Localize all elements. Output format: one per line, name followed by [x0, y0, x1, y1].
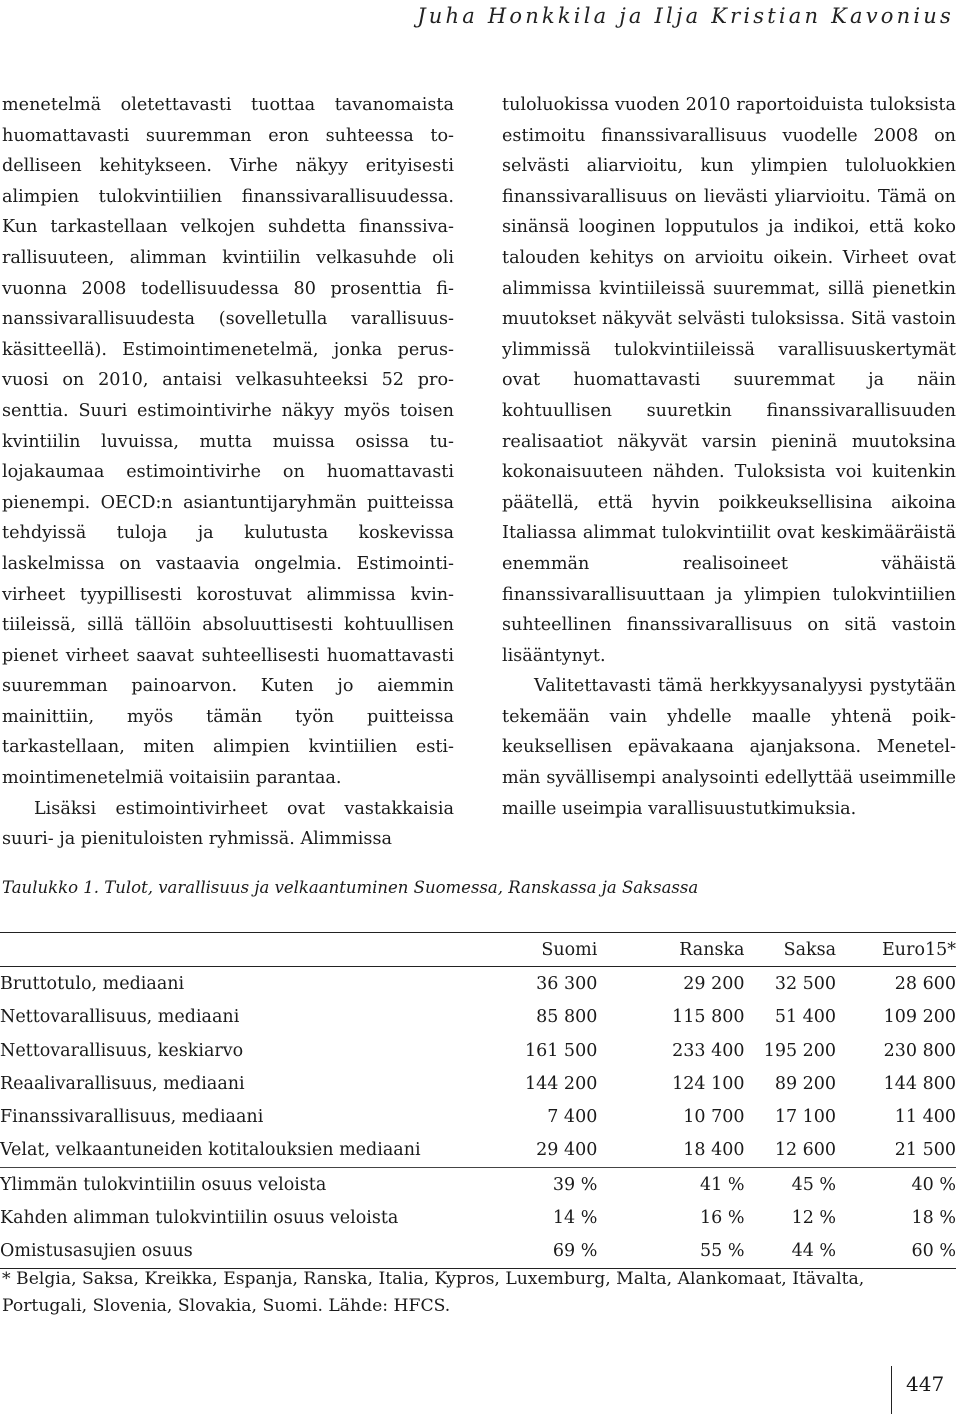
table-row [0, 1034, 956, 1067]
footnote-line-2: Portugali, Slovenia, Slovakia, Suomi. Lähde: HFCS. [2, 1296, 451, 1316]
page-number: 447 [906, 1372, 945, 1396]
row-value: 12 600 [774, 1140, 837, 1161]
row-value: 124 100 [672, 1073, 745, 1094]
data-table [0, 932, 956, 1269]
table-caption: Taulukko 1. Tulot, varallisuus ja velkaantuminen Suomessa, Ranskassa ja Saksassa [2, 878, 699, 897]
row-value: 144 200 [524, 1073, 598, 1094]
row-label: Kahden alimman tulokvintiilin osuus veloista [0, 1208, 399, 1229]
row-label: Velat, velkaantuneiden kotitalouksien mediaani [0, 1140, 421, 1161]
column-header-ranska: Ranska [679, 939, 745, 960]
table-row [0, 1168, 956, 1202]
right-text-column [502, 90, 956, 824]
row-value: 14 % [552, 1208, 598, 1229]
row-value: 89 200 [774, 1073, 837, 1094]
table-row [0, 1100, 956, 1133]
row-value: 45 % [791, 1174, 837, 1195]
row-value: 16 % [700, 1208, 745, 1229]
row-label: Bruttotulo, mediaani [0, 973, 185, 994]
row-value: 32 500 [774, 973, 837, 994]
row-label: Ylimmän tulokvintiilin osuus veloista [0, 1174, 327, 1195]
column-header-saksa: Saksa [783, 939, 837, 960]
column-header-euro15: Euro15* [882, 939, 956, 960]
running-header-authors: Juha Honkkila ja Ilja Kristian Kavonius [417, 4, 954, 28]
table-header-empty [0, 933, 469, 967]
row-value: 7 400 [547, 1107, 598, 1128]
row-value: 41 % [700, 1174, 745, 1195]
row-value: 11 400 [894, 1107, 956, 1128]
left-paragraph-1: menetelmä oletettavasti tuottaa tavanomaista huomattavasti suuremman eron suhteessa todelliseen kehitykseen. Virhe näkyy erityisesti alimpien tulokvintiilien finanssivarallisuudessa. Kun tarkastellaan velkojen suhdetta finanssivarallisuuteen, alimman kvintiilin velkasuhde oli vuonna 2008 todellisuudessa 80 prosenttia finanssivarallisuudesta (sovelletulla varallisuuskäsitteellä). Estimointimenetelmä, jonka perusvuosi on 2010, antaisi velkasuhteeksi 52 prosenttia. Suuri estimointivirhe näkyy myös toisen kvintiilin luvuissa, mutta muissa osissa tulojakaumaa estimointivirhe on huomattavasti pienempi. OECD:n asiantuntijaryhmän puitteissa tehdyissä tuloja ja kulutusta koskevissa laskelmissa on vastaavia ongelmia. Estimointivirheet tyypillisesti korostuvat alimmissa kvintiileissä, sillä tällöin absoluuttisesti kohtuullisen pienet virheet saavat suhteellisesti huomattavasti suuremman painoarvon. Kuten jo aiemmin mainittiin, myös tämän työn puitteissa tarkastellaan, miten alimpien kvintiilien estimointimenetelmiä voitaisiin parantaa. [2, 95, 454, 789]
row-value: 36 300 [536, 973, 598, 994]
row-label: Omistusasujien osuus [0, 1241, 193, 1262]
column-header-suomi: Suomi [541, 939, 598, 960]
table-row [0, 1067, 956, 1100]
table-body [0, 967, 956, 1269]
row-value: 195 200 [763, 1040, 837, 1061]
row-value: 18 400 [683, 1140, 745, 1161]
row-value: 10 700 [683, 1107, 745, 1128]
row-value: 29 400 [536, 1140, 598, 1161]
row-label: Reaalivarallisuus, mediaani [0, 1073, 245, 1094]
row-value: 18 % [911, 1208, 956, 1229]
row-value: 39 % [552, 1174, 598, 1195]
row-value: 44 % [791, 1241, 837, 1262]
row-value: 60 % [911, 1241, 956, 1262]
left-text-column [2, 90, 454, 855]
row-label: Finanssivarallisuus, mediaani [0, 1107, 264, 1128]
row-value: 69 % [552, 1241, 598, 1262]
row-value: 230 800 [883, 1040, 956, 1061]
row-value: 51 400 [774, 1007, 837, 1028]
row-value: 12 % [791, 1208, 837, 1229]
table-header-row [0, 933, 956, 967]
footnote-line-1: * Belgia, Saksa, Kreikka, Espanja, Ranska, Italia, Kypros, Luxemburg, Malta, Alankomaat, Itävalta, [2, 1269, 865, 1289]
table-row [0, 1001, 956, 1034]
row-value: 144 800 [883, 1073, 956, 1094]
right-paragraph-1: tuloluokissa vuoden 2010 raportoiduista tuloksista estimoitu finanssivarallisuus vuodelle 2008 on selvästi aliarvioitu, kun ylimpien tuloluokkien finanssivarallisuus on lievästi yliarvioitu. Tämä on sinänsä looginen lopputulos ja indikoi, että koko talouden kehitys on arvioitu oikein. Virheet ovat alimmissa kvintiileissä suuremmat, sillä pienetkin muutokset näkyvät selvästi tuloksissa. Sitä vastoin ylimmissä tulokvintiileissä varallisuuskertymät ovat huomattavasti suuremmat ja näin kohtuullisen suuretkin finanssivarallisuuden realisaatiot näkyvät varsin pieninä muutoksina kokonaisuuteen nähden. Tuloksista voi kuitenkin päätellä, että hyvin poikkeuksellisina aikoina Italiassa alimmat tulokvintiilit ovat keskimääräistä enemmän realisoineet vähäistä finanssivarallisuuttaan ja ylimpien tulokvintiilien suhteellinen finanssivarallisuus on sitä vastoin lisääntynyt. [502, 95, 956, 666]
row-value: 233 400 [672, 1040, 745, 1061]
left-paragraph-2: Lisäksi estimointivirheet ovat vastakkaisia suuri- ja pienituloisten ryhmissä. Alimmissa [2, 798, 454, 850]
table-footnote [2, 1266, 942, 1320]
row-value: 109 200 [883, 1007, 956, 1028]
row-value: 40 % [911, 1174, 956, 1195]
row-value: 115 800 [672, 1007, 745, 1028]
row-value: 85 800 [536, 1007, 598, 1028]
table-row [0, 967, 956, 1001]
row-value: 161 500 [524, 1040, 598, 1061]
right-paragraph-2: Valitettavasti tämä herkkyysanalyysi pystytään tekemään vain yhdelle maalle yhtenä poikkeuksellisen epävakaana ajanjaksona. Menetelmän syvällisempi analysointi edellyttää useimmille maille useimpia varallisuustutkimuksia. [502, 676, 956, 819]
row-label: Nettovarallisuus, mediaani [0, 1007, 240, 1028]
row-label: Nettovarallisuus, keskiarvo [0, 1040, 244, 1061]
row-value: 55 % [700, 1241, 745, 1262]
row-value: 17 100 [774, 1107, 837, 1128]
page-number-rule [891, 1366, 892, 1414]
table-row [0, 1134, 956, 1168]
row-value: 28 600 [894, 973, 956, 994]
table-row [0, 1235, 956, 1269]
row-value: 29 200 [683, 973, 745, 994]
row-value: 21 500 [894, 1140, 956, 1161]
table-row [0, 1201, 956, 1234]
